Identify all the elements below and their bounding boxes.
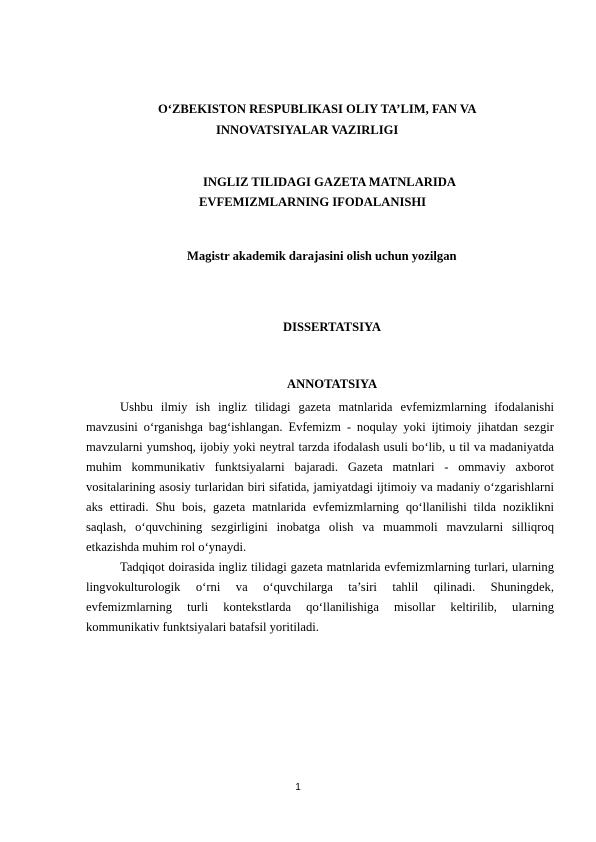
abstract-heading-text: ANNOTATSIYA <box>287 377 378 391</box>
ministry-line-2: INNOVATSIYALAR VAZIRLIGI <box>216 123 399 137</box>
abstract-paragraph: Tadqiqot doirasida ingliz tilidagi gazeta matnlarida evfemizmlarning turlari, ularning lingvokulturologik o‘rni va o‘quvchilarga ta’siri tahlil qilinadi. Shuningdek, evfemizmlarning turli kontekstlarda qo‘llanilishiga misollar keltirilib, ularning kommunikativ funktsiyalari batafsil yoritiladi. <box>86 560 554 634</box>
degree-note-text: Magistr akademik darajasini olish uchun yozilgan <box>187 249 457 263</box>
document-type-text: DISSERTATSIYA <box>283 320 382 334</box>
ministry-line-1: O‘ZBEKISTON RESPUBLIKASI OLIY TA’LIM, FAN VA <box>158 102 477 116</box>
topic-line-1: INGLIZ TILIDAGI GAZETA MATNLARIDA <box>203 175 456 189</box>
abstract-paragraph: Ushbu ilmiy ish ingliz tilidagi gazeta matnlarida evfemizmlarning ifodalanishi mavzusini o‘rganishga bag‘ishlangan. Evfemizm - noqulay yoki ijtimoiy jihatdan sezgir mavzularni yumshoq, ijobiy yoki neytral tarzda ifodalash usuli bo‘lib, u til va madaniyatda muhim kommunikativ funktsiyalarni bajaradi. Gazeta matnlari - ommaviy axborot vositalarining asosiy turlaridan biri sifatida, jamiyatdagi ijtimoiy va madaniy o‘zgarishlarni aks ettiradi. Shu bois, gazeta matnlarida evfemizmlarning qo‘llanilishi tilda noziklikni saqlash, o‘quvchining sezgirligini inobatga olish va muammoli mavzularni silliqroq etkazishda muhim rol o‘ynaydi. <box>86 400 554 554</box>
abstract-body <box>86 397 554 637</box>
page-number: 1 <box>295 782 301 793</box>
topic-line-2: EVFEMIZMLARNING IFODALANISHI <box>199 195 427 209</box>
